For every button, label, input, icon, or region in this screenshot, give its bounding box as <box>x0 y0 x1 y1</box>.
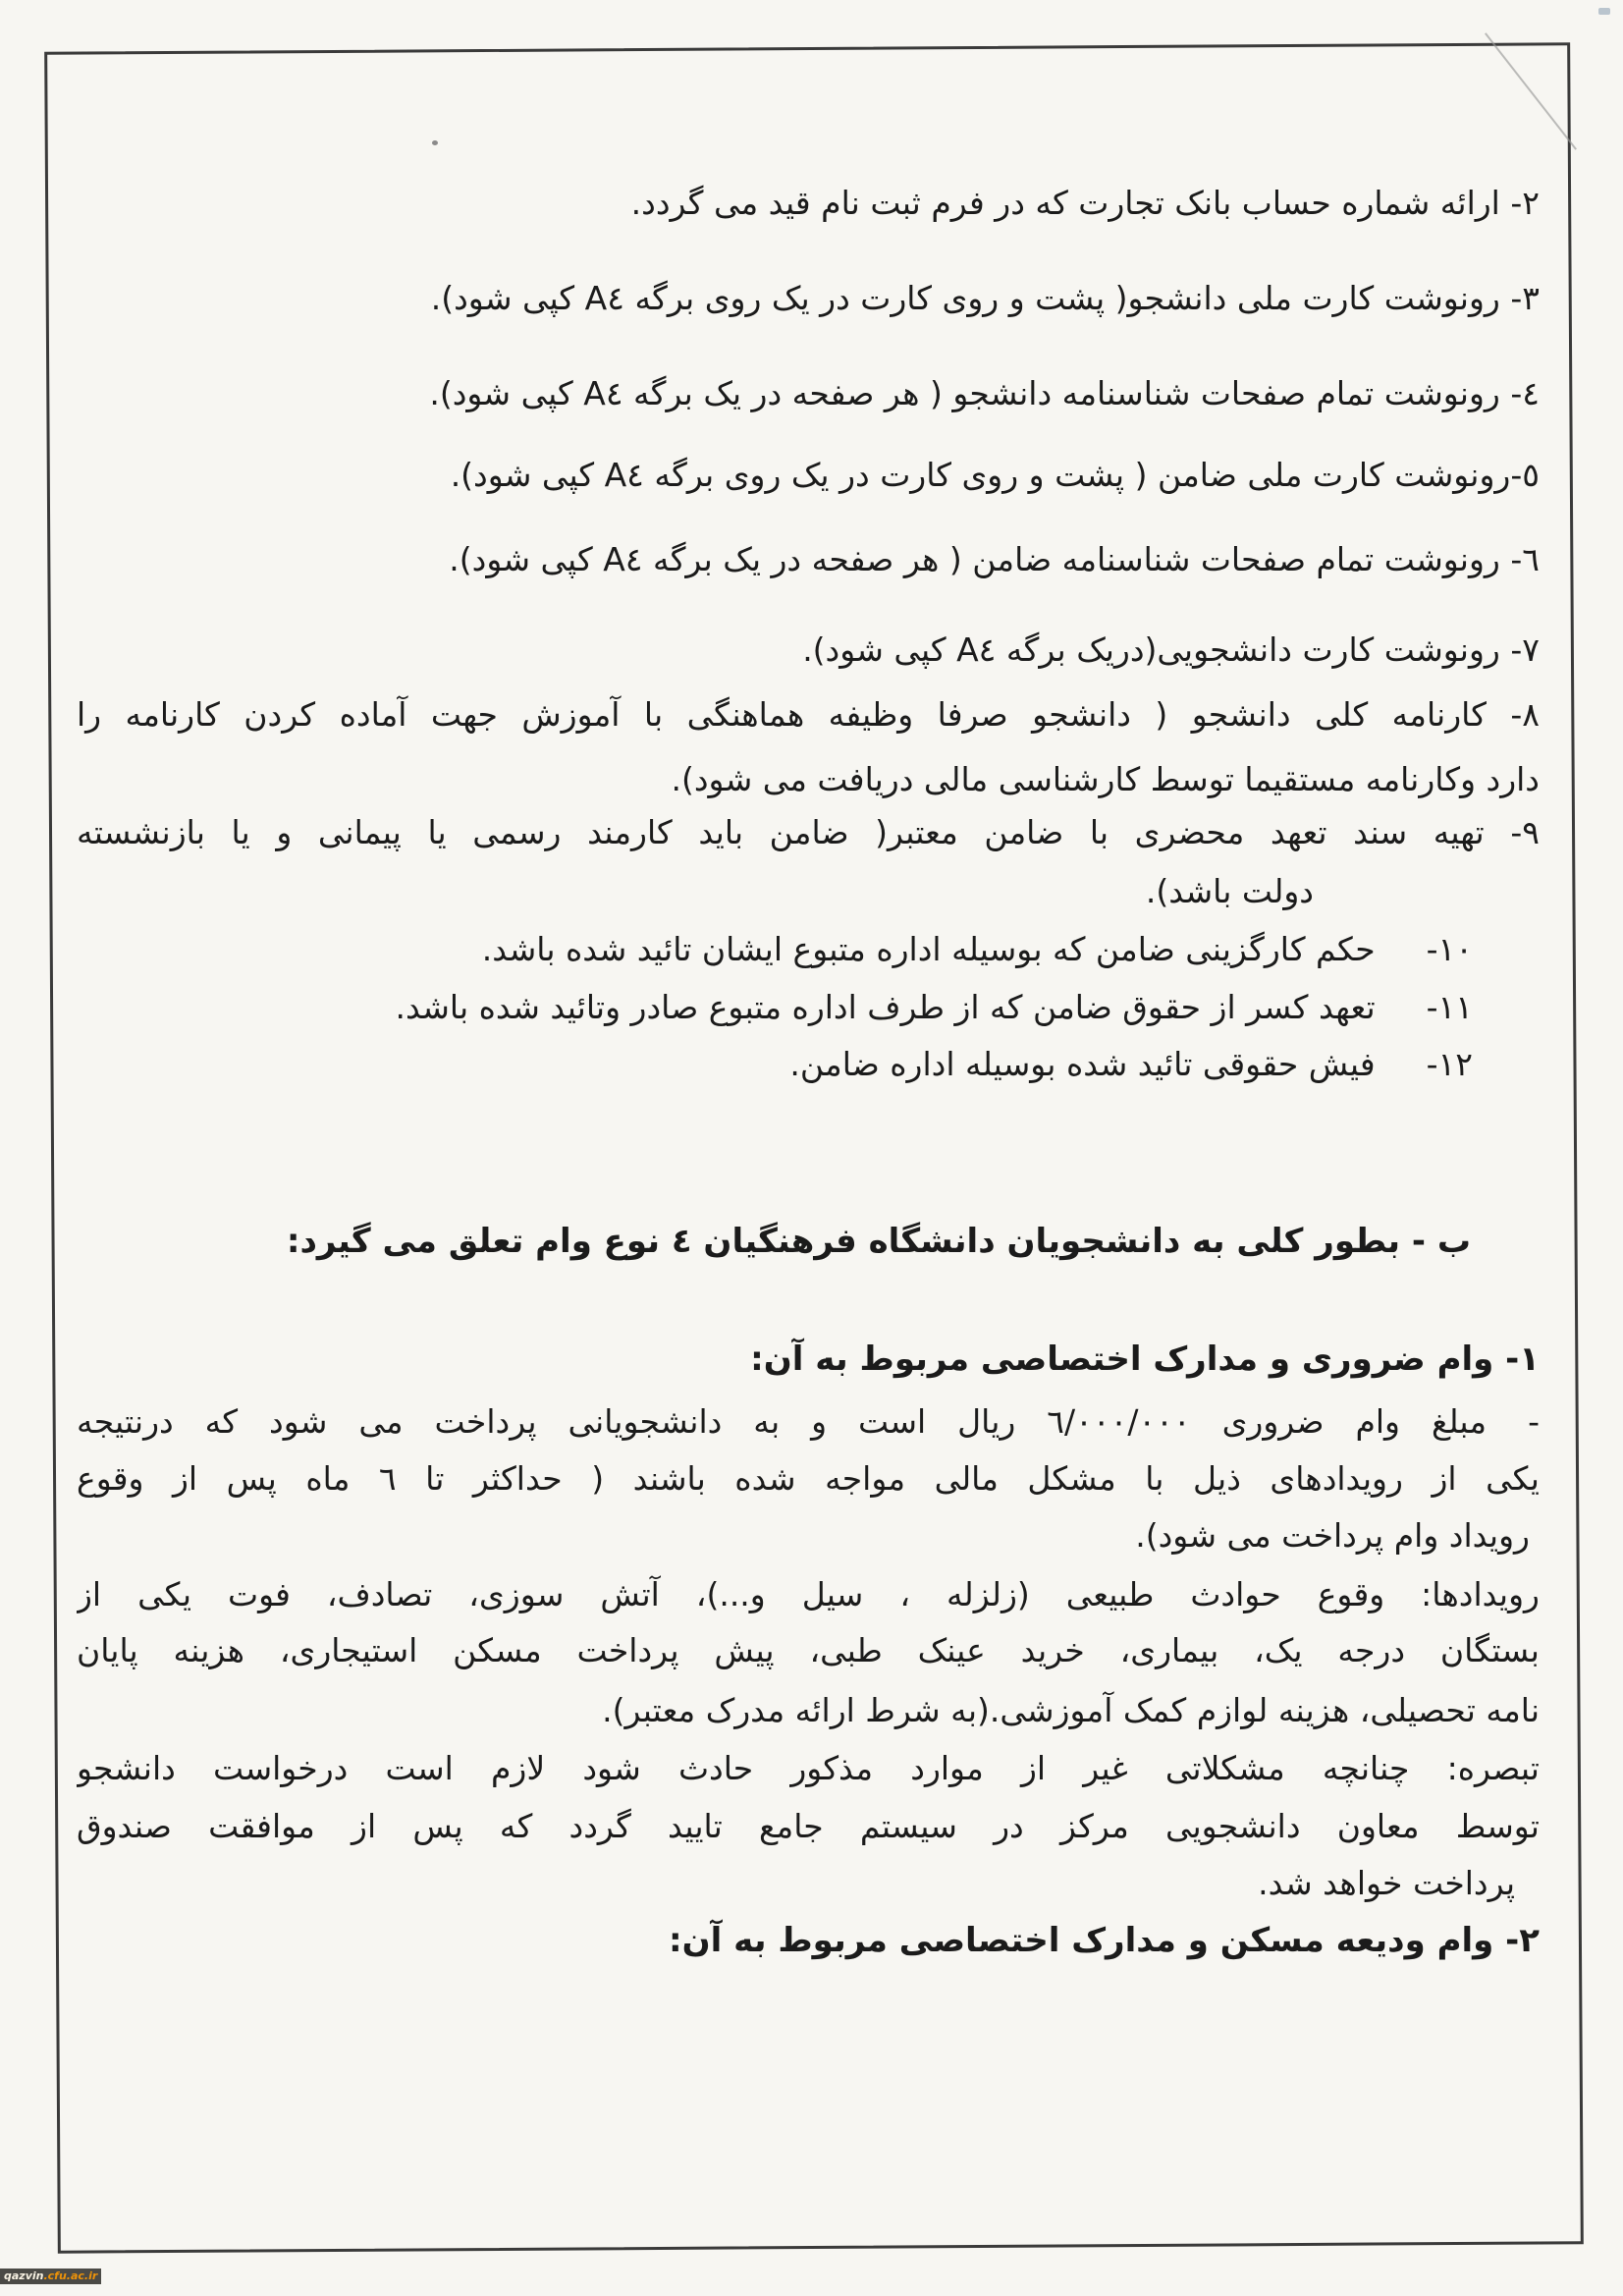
watermark-domain: .cfu.ac.ir <box>43 2269 98 2282</box>
doc-line-loan-amount <box>77 1398 1540 1446</box>
watermark-site-name: qazvin <box>4 2269 44 2282</box>
doc-line-item-10 <box>482 926 1473 973</box>
doc-line-item-9: ۹- تهیه سند تعهد محضری با ضامن معتبر( ضامن باید کارمند رسمی یا پیمانی و یا بازنشسته <box>77 813 1540 851</box>
doc-line-item-9-cont: دولت باشد). <box>1145 872 1314 910</box>
item-12-text: فیش حقوقی تائید شده بوسیله اداره ضامن. <box>789 1045 1376 1083</box>
doc-line-loan-amount-cont-1: یکی از رویدادهای ذیل با مشکل مالی مواجه شده باشند ( حداکثر تا ٦ ماه پس از وقوع <box>77 1459 1540 1498</box>
doc-line-note-2: توسط معاون دانشجویی مرکز در سیستم جامع تایید گردد که پس از موافقت صندوق <box>77 1807 1540 1845</box>
doc-line-item-12 <box>789 1041 1473 1088</box>
doc-line-item-5: ٥-رونوشت کارت ملی ضامن ( پشت و روی کارت در یک روی برگه A٤ کپی شود). <box>450 456 1540 494</box>
doc-heading-loan-1: ۱- وام ضروری و مدارک اختصاصی مربوط به آن: <box>750 1339 1540 1379</box>
loan-amount-text: مبلغ وام ضروری ٦/٠٠٠/٠٠٠ ریال است و به دانشجویانی پرداخت می شود که درنتیجه <box>77 1402 1488 1441</box>
doc-line-item-6: ٦- رونوشت تمام صفحات شناسنامه ضامن ( هر صفحه در یک برگه A٤ کپی شود). <box>449 540 1540 578</box>
scan-artifact-speck <box>1598 8 1610 15</box>
item-11-number: ۱۱- <box>1426 988 1473 1026</box>
doc-line-note-1: تبصره: چنانچه مشکلاتی غیر از موارد مذکور حادث شود لازم است درخواست دانشجو <box>77 1749 1540 1787</box>
item-10-text: حکم کارگزینی ضامن که بوسیله اداره متبوع ایشان تائید شده باشد. <box>481 930 1376 968</box>
doc-line-item-3: ۳- رونوشت کارت ملی دانشجو( پشت و روی کارت در یک روی برگه A٤ کپی شود). <box>430 279 1540 317</box>
doc-line-item-7: ۷- رونوشت کارت دانشجویی(دریک برگه A٤ کپی شود). <box>802 630 1540 669</box>
doc-heading-section-b: ب - بطور کلی به دانشجویان دانشگاه فرهنگیان ٤ نوع وام تعلق می گیرد: <box>286 1222 1471 1261</box>
item-12-number: ۱۲- <box>1426 1045 1473 1083</box>
bullet-dash: - <box>1528 1402 1540 1441</box>
doc-line-item-2: ۲- ارائه شماره حساب بانک تجارت که در فرم ثبت نام قید می گردد. <box>630 184 1540 222</box>
doc-line-events-2: بستگان درجه یک، بیماری، خرید عینک طبی، پیش پرداخت مسکن استیجاری، هزینه پایان <box>77 1631 1540 1669</box>
item-11-text: تعهد کسر از حقوق ضامن که از طرف اداره متبوع صادر وتائید شده باشد. <box>395 988 1376 1026</box>
doc-line-item-8: ۸- کارنامه کلی دانشجو ( دانشجو صرفا وظیفه هماهنگی با آموزش جهت آماده کردن کارنامه را <box>77 695 1540 734</box>
scan-artifact-dot <box>432 140 438 145</box>
doc-line-item-8-cont: دارد وکارنامه مستقیما توسط کارشناسی مالی دریافت می شود). <box>671 760 1540 798</box>
doc-line-note-3: پرداخت خواهد شد. <box>1258 1864 1515 1902</box>
doc-line-item-4: ٤- رونوشت تمام صفحات شناسنامه دانشجو ( هر صفحه در یک برگه A٤ کپی شود). <box>429 374 1540 412</box>
doc-line-loan-amount-cont-2: رویداد وام پرداخت می شود). <box>1135 1516 1530 1555</box>
doc-line-events-1: رویدادها: وقوع حوادث طبیعی (زلزله ، سیل و...)، آتش سوزی، تصادف، فوت یکی از <box>77 1575 1540 1613</box>
doc-heading-loan-2: ۲- وام ودیعه مسکن و مدارک اختصاصی مربوط به آن: <box>669 1921 1540 1960</box>
item-10-number: ۱۰- <box>1426 930 1473 968</box>
doc-line-events-3: نامه تحصیلی، هزینه لوازم کمک آموزشی.(به شرط ارائه مدرک معتبر). <box>602 1691 1540 1729</box>
doc-line-item-11 <box>395 984 1473 1031</box>
watermark-badge <box>0 2269 101 2284</box>
